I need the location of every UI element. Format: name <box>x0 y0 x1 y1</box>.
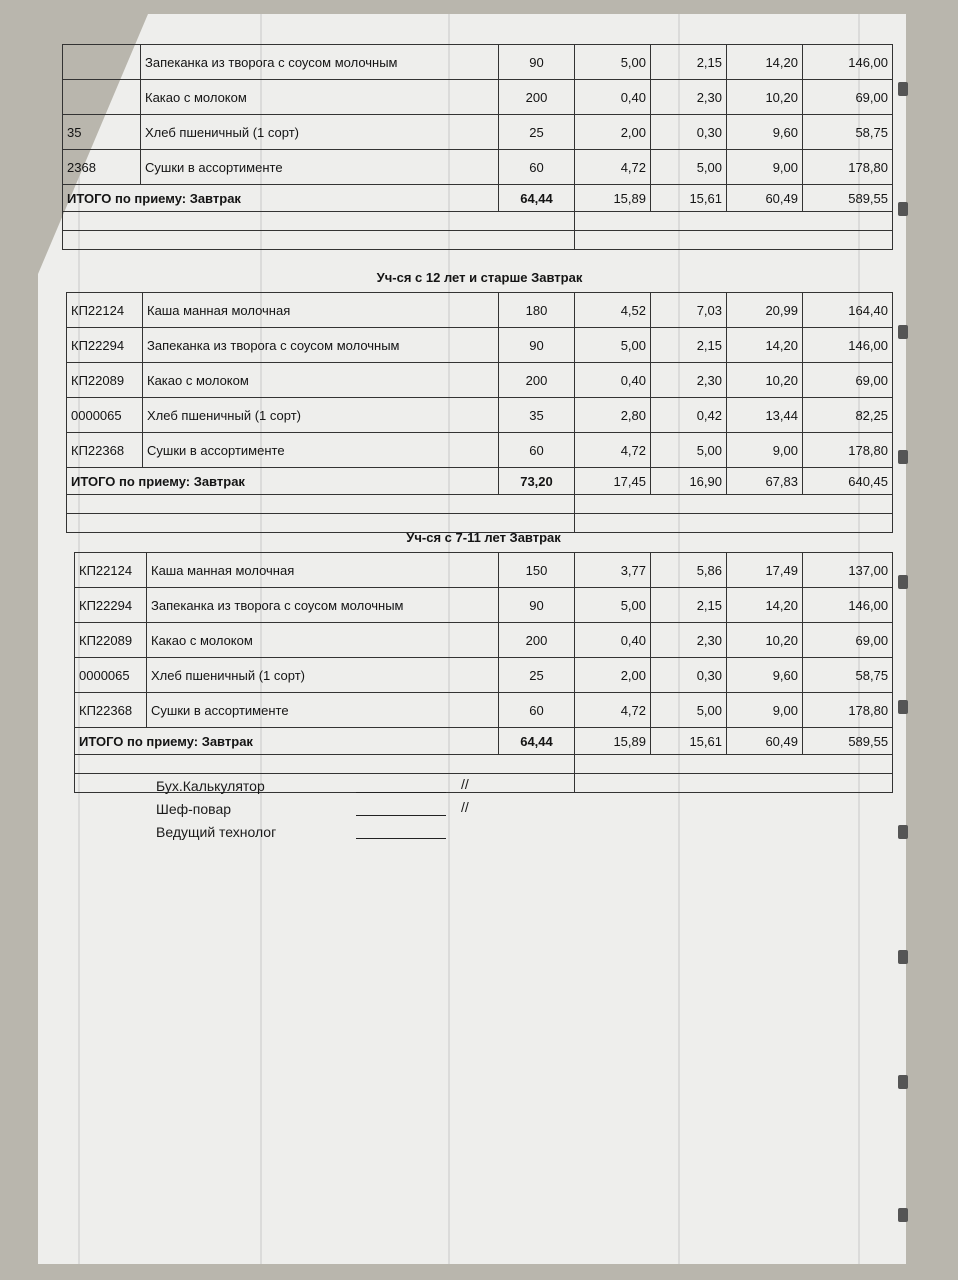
energy-value: 146,00 <box>803 45 893 80</box>
portion-weight: 60 <box>499 433 575 468</box>
binder-clip <box>898 450 908 464</box>
total-price: 64,44 <box>499 185 575 212</box>
dish-name: Каша манная молочная <box>143 293 499 328</box>
dish-name: Запеканка из творога с соусом молочным <box>143 328 499 363</box>
dish-code: 0000065 <box>75 658 147 693</box>
fat-value: 5,00 <box>651 693 727 728</box>
dish-code <box>63 80 141 115</box>
signature-slash: // <box>461 799 469 815</box>
dish-name: Сушки в ассортименте <box>147 693 499 728</box>
energy-value: 69,00 <box>803 80 893 115</box>
total-protein: 15,89 <box>575 728 651 755</box>
dish-code: 2368 <box>63 150 141 185</box>
dish-code: КП22124 <box>67 293 143 328</box>
fat-value: 0,30 <box>651 658 727 693</box>
portion-weight: 150 <box>499 553 575 588</box>
protein-value: 2,00 <box>575 658 651 693</box>
dish-name: Какао с молоком <box>141 80 499 115</box>
portion-weight: 60 <box>499 693 575 728</box>
dish-code <box>63 45 141 80</box>
table-row <box>67 328 893 363</box>
blank-cell <box>575 495 893 514</box>
total-carb: 60,49 <box>727 728 803 755</box>
total-energy: 589,55 <box>803 185 893 212</box>
total-price: 73,20 <box>499 468 575 495</box>
carb-value: 17,49 <box>727 553 803 588</box>
total-fat: 16,90 <box>651 468 727 495</box>
carb-value: 9,60 <box>727 658 803 693</box>
fat-value: 0,30 <box>651 115 727 150</box>
portion-weight: 35 <box>499 398 575 433</box>
binder-clip <box>898 1075 908 1089</box>
section-title: Уч-ся с 12 лет и старше Завтрак <box>376 269 583 285</box>
protein-value: 2,80 <box>575 398 651 433</box>
table-row <box>63 45 893 80</box>
binder-clip <box>898 700 908 714</box>
blank-cell <box>575 755 893 774</box>
total-row <box>75 728 893 755</box>
dish-name: Каша манная молочная <box>147 553 499 588</box>
protein-value: 4,72 <box>575 150 651 185</box>
portion-weight: 60 <box>499 150 575 185</box>
total-carb: 67,83 <box>727 468 803 495</box>
carb-value: 13,44 <box>727 398 803 433</box>
fat-value: 5,86 <box>651 553 727 588</box>
table-row <box>75 693 893 728</box>
dish-code: 35 <box>63 115 141 150</box>
table-row <box>67 363 893 398</box>
portion-weight: 25 <box>499 658 575 693</box>
total-energy: 640,45 <box>803 468 893 495</box>
signature-line <box>356 815 446 816</box>
table-row <box>67 293 893 328</box>
blank-cell <box>67 495 575 514</box>
blank-row <box>63 212 893 231</box>
protein-value: 2,00 <box>575 115 651 150</box>
energy-value: 164,40 <box>803 293 893 328</box>
signature-chef <box>156 799 469 817</box>
carb-value: 9,60 <box>727 115 803 150</box>
binder-clip <box>898 950 908 964</box>
fat-value: 5,00 <box>651 150 727 185</box>
table-row <box>63 115 893 150</box>
protein-value: 4,72 <box>575 433 651 468</box>
signature-label: Ведущий технолог <box>156 824 277 840</box>
total-fat: 15,61 <box>651 185 727 212</box>
protein-value: 5,00 <box>575 588 651 623</box>
portion-weight: 90 <box>499 45 575 80</box>
energy-value: 178,80 <box>803 693 893 728</box>
table-row <box>75 588 893 623</box>
dish-name: Какао с молоком <box>147 623 499 658</box>
dish-name: Сушки в ассортименте <box>141 150 499 185</box>
dish-code: КП22368 <box>67 433 143 468</box>
fat-value: 2,15 <box>651 588 727 623</box>
total-price: 64,44 <box>499 728 575 755</box>
section-title: Уч-ся с 7-11 лет Завтрак <box>406 529 561 545</box>
total-label: ИТОГО по приему: Завтрак <box>75 728 499 755</box>
energy-value: 146,00 <box>803 328 893 363</box>
protein-value: 4,52 <box>575 293 651 328</box>
energy-value: 82,25 <box>803 398 893 433</box>
signature-slash: // <box>461 776 469 792</box>
dish-code: КП22089 <box>75 623 147 658</box>
carb-value: 20,99 <box>727 293 803 328</box>
total-row <box>67 468 893 495</box>
menu-table-block-3 <box>74 522 893 793</box>
fat-value: 0,42 <box>651 398 727 433</box>
dish-name: Хлеб пшеничный (1 сорт) <box>147 658 499 693</box>
dish-code: КП22294 <box>75 588 147 623</box>
portion-weight: 200 <box>499 363 575 398</box>
carb-value: 14,20 <box>727 45 803 80</box>
blank-cell <box>63 231 575 250</box>
carb-value: 9,00 <box>727 150 803 185</box>
dish-code: КП22089 <box>67 363 143 398</box>
carb-value: 14,20 <box>727 328 803 363</box>
blank-cell <box>575 212 893 231</box>
portion-weight: 25 <box>499 115 575 150</box>
dish-name: Запеканка из творога с соусом молочным <box>147 588 499 623</box>
carb-value: 9,00 <box>727 693 803 728</box>
blank-cell <box>575 774 893 793</box>
portion-weight: 90 <box>499 328 575 363</box>
signature-label: Бух.Калькулятор <box>156 778 265 794</box>
table-row <box>67 433 893 468</box>
protein-value: 0,40 <box>575 363 651 398</box>
dish-code: КП22368 <box>75 693 147 728</box>
total-label: ИТОГО по приему: Завтрак <box>63 185 499 212</box>
energy-value: 58,75 <box>803 658 893 693</box>
signature-label: Шеф-повар <box>156 801 232 817</box>
protein-value: 4,72 <box>575 693 651 728</box>
energy-value: 137,00 <box>803 553 893 588</box>
carb-value: 9,00 <box>727 433 803 468</box>
fat-value: 2,30 <box>651 623 727 658</box>
blank-cell <box>75 774 575 793</box>
carb-value: 10,20 <box>727 623 803 658</box>
blank-cell <box>575 231 893 250</box>
carb-value: 10,20 <box>727 80 803 115</box>
blank-row <box>63 231 893 250</box>
energy-value: 58,75 <box>803 115 893 150</box>
carb-value: 14,20 <box>727 588 803 623</box>
portion-weight: 180 <box>499 293 575 328</box>
blank-cell <box>75 755 575 774</box>
menu-table-block-2 <box>66 262 893 533</box>
signature-line <box>356 792 446 793</box>
table-row <box>63 150 893 185</box>
menu-table-block-1 <box>62 44 893 250</box>
section-title-row <box>75 522 893 553</box>
dish-name: Какао с молоком <box>143 363 499 398</box>
dish-code: 0000065 <box>67 398 143 433</box>
dish-code: КП22124 <box>75 553 147 588</box>
protein-value: 5,00 <box>575 328 651 363</box>
fat-value: 2,30 <box>651 80 727 115</box>
total-energy: 589,55 <box>803 728 893 755</box>
portion-weight: 90 <box>499 588 575 623</box>
total-protein: 17,45 <box>575 468 651 495</box>
blank-cell <box>63 212 575 231</box>
binder-clip <box>898 202 908 216</box>
table-row <box>63 80 893 115</box>
energy-value: 178,80 <box>803 433 893 468</box>
total-row <box>63 185 893 212</box>
signature-line <box>356 838 446 839</box>
signature-technologist <box>156 824 276 840</box>
dish-name: Сушки в ассортименте <box>143 433 499 468</box>
protein-value: 0,40 <box>575 623 651 658</box>
energy-value: 146,00 <box>803 588 893 623</box>
dish-name: Хлеб пшеничный (1 сорт) <box>141 115 499 150</box>
binder-clip <box>898 575 908 589</box>
table-row <box>75 658 893 693</box>
dish-code: КП22294 <box>67 328 143 363</box>
total-carb: 60,49 <box>727 185 803 212</box>
blank-row <box>67 495 893 514</box>
energy-value: 69,00 <box>803 623 893 658</box>
fat-value: 2,15 <box>651 45 727 80</box>
protein-value: 3,77 <box>575 553 651 588</box>
total-protein: 15,89 <box>575 185 651 212</box>
energy-value: 178,80 <box>803 150 893 185</box>
carb-value: 10,20 <box>727 363 803 398</box>
binder-clip <box>898 825 908 839</box>
total-fat: 15,61 <box>651 728 727 755</box>
dish-name: Запеканка из творога с соусом молочным <box>141 45 499 80</box>
signature-accountant <box>156 776 469 794</box>
table-row <box>75 553 893 588</box>
fat-value: 5,00 <box>651 433 727 468</box>
fat-value: 2,30 <box>651 363 727 398</box>
fat-value: 2,15 <box>651 328 727 363</box>
blank-row <box>75 755 893 774</box>
section-title-row <box>67 262 893 293</box>
binder-clip <box>898 1208 908 1222</box>
total-label: ИТОГО по приему: Завтрак <box>67 468 499 495</box>
table-row <box>67 398 893 433</box>
binder-clip <box>898 325 908 339</box>
fat-value: 7,03 <box>651 293 727 328</box>
protein-value: 5,00 <box>575 45 651 80</box>
table-row <box>75 623 893 658</box>
protein-value: 0,40 <box>575 80 651 115</box>
energy-value: 69,00 <box>803 363 893 398</box>
binder-clip <box>898 82 908 96</box>
portion-weight: 200 <box>499 623 575 658</box>
dish-name: Хлеб пшеничный (1 сорт) <box>143 398 499 433</box>
portion-weight: 200 <box>499 80 575 115</box>
